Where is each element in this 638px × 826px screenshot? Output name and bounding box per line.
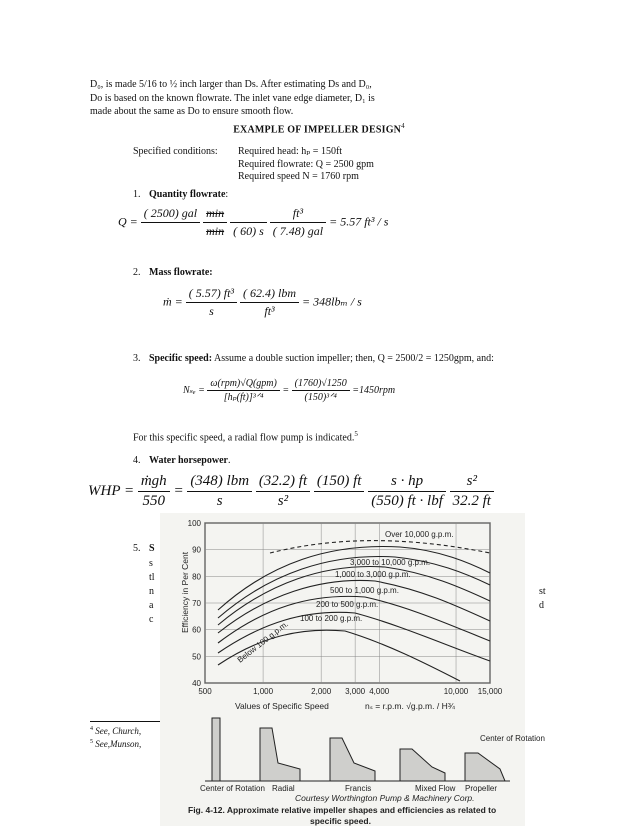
step-suffix: . [227, 455, 231, 466]
step-3-heading [133, 353, 494, 364]
eq-rhs: = 5.57 ft³ / s [329, 214, 389, 229]
shape-label: Center of Rotation [480, 734, 545, 743]
step-number: 1. [133, 189, 141, 200]
step-number: 5. [133, 543, 141, 554]
x-tick-label: 3,000 [345, 687, 366, 696]
footnote-rule [90, 721, 160, 722]
footnote-5: $^5$ See,Munson, [90, 739, 142, 749]
curve-label: 3,000 to 10,000 g.p.m. [350, 558, 431, 567]
curve-label: 100 to 200 g.p.m. [300, 614, 363, 623]
equation-quantity-flowrate [118, 206, 388, 239]
radial-note: For this specific speed, a radial flow pump is indicated.$^5$ [133, 430, 358, 444]
y-tick-label: 50 [192, 652, 201, 662]
eq-fraction: $\frac{(1760)√1250}{\text{(150)³ᐟ⁴}}$ [292, 378, 350, 403]
eq-fraction: ( 2500) gal [141, 206, 200, 239]
eq-fraction: ( 60) s [230, 206, 267, 239]
step-number: 4. [133, 455, 141, 466]
step-5-heading [133, 543, 155, 554]
x-axis-label: Values of Specific Speed [235, 701, 329, 711]
specified-row: Required speed N = 1760 rpm [238, 171, 359, 182]
eq-lhs: ṁ = [163, 294, 183, 309]
equation-water-horsepower: WHP = $\frac{\text{ṁgh}}{550}$ = $\frac{\text{(348) lbm}}{s}$ $\frac{(32.2) ft}{\text{s²}}$ (150) ft $\frac{s \cdot hp}{\text{(550) ft · lbf}}$ $\frac{\text{s²}}{32.2 ft}$ [88, 473, 494, 510]
shape-label: Radial [272, 784, 295, 793]
step-number: 3. [133, 353, 141, 364]
x-tick-label: 2,000 [311, 687, 332, 696]
eq-fraction: $\frac{\text{ω(rpm)√Q(gpm)}}{\text{[hₚ(ft)]³ᐟ⁴}}$ [207, 378, 279, 403]
section-title-text: EXAMPLE OF IMPELLER DESIGN [233, 124, 402, 136]
specific-speed-formula: nₛ = r.p.m. √g.p.m. / H¾ [365, 701, 455, 711]
step-label: Quantity flowrate [149, 189, 226, 200]
x-tick-label: 1,000 [253, 687, 274, 696]
step-label: Specific speed: [149, 353, 213, 364]
equation-specific-speed: Nₛₑ = $\frac{\text{ω(rpm)√Q(gpm)}}{\text{[hₚ(ft)]³ᐟ⁴}}$ = $\frac{(1760)√1250}{\text{(150)³ᐟ⁴}}$ =1450rpm [183, 378, 396, 403]
intro-line: Do is based on the known flowrate. The inlet vane edge diameter, D₁ is [90, 92, 375, 104]
x-tick-label: 15,000 [477, 687, 503, 696]
specified-values [238, 146, 374, 184]
shape-label: Center of Rotation [200, 784, 265, 793]
intro-line: made about the same as Do to ensure smooth flow. [90, 106, 294, 117]
shape-label: Mixed Flow [415, 784, 456, 793]
y-tick-label: 100 [187, 519, 201, 528]
y-axis-label: Efficiency in Per Cent [180, 551, 190, 633]
step-4-heading [133, 455, 230, 466]
eq-lhs: WHP = [88, 482, 135, 499]
x-tick-label: 500 [198, 687, 212, 696]
eq-fraction: $\frac{s \cdot hp}{\text{(550) ft · lbf}}$ [368, 473, 446, 510]
curve-label: Over 10,000 g.p.m. [385, 530, 454, 539]
eq-lhs: Q = [118, 214, 138, 229]
step-label: S [149, 543, 155, 554]
specified-label: Specified conditions: [133, 146, 218, 157]
eq-fraction: $\frac{\text{s²}}{32.2 ft}$ [450, 473, 494, 510]
eq-fraction: $\frac{\text{( 62.4) lbm}}{\text{ft³}}$ [240, 286, 299, 319]
step-5-partial-right: st d [539, 586, 546, 611]
step-number: 2. [133, 267, 141, 278]
eq-fraction: $\frac{\text{ṁgh}}{550}$ [138, 473, 170, 510]
section-title [0, 122, 638, 135]
step-label: Water horsepower [149, 455, 228, 466]
y-tick-label: 80 [192, 572, 201, 582]
footnote-4: $^4$ See, Church, [90, 726, 142, 736]
eq-lhs: Nₛₑ = [183, 384, 205, 396]
step-5-partial-text: s tl n a c [149, 558, 155, 625]
radial-footnote-ref: 5 [354, 430, 358, 438]
eq-rhs: =1450rpm [352, 384, 396, 396]
y-tick-label: 60 [192, 625, 201, 635]
shape-label: Francis [345, 784, 372, 793]
specified-row: Required head: hₚ = 150ft [238, 146, 343, 157]
y-tick-label: 90 [192, 545, 201, 555]
figure-courtesy: Courtesy Worthington Pump & Machinery Corp. [295, 793, 475, 803]
y-tick-label: 70 [192, 599, 201, 608]
curve-label: 500 to 1,000 g.p.m. [330, 586, 399, 595]
x-tick-label: 4,000 [369, 687, 390, 696]
curve-label: 200 to 500 g.p.m. [316, 600, 379, 609]
intro-line: D₀, is made 5/16 to ½ inch larger than Ds. After estimating Ds and D₀, [90, 79, 372, 90]
eq-fraction: (150) ft [314, 473, 365, 510]
equation-mass-flowrate [163, 286, 362, 319]
step-1-heading [133, 189, 228, 200]
eq-fraction: $\frac{\min}{\min}$ [203, 206, 227, 239]
eq-fraction: $\frac{\text{(348) lbm}}{s}$ [187, 473, 252, 510]
step-suffix: : [225, 189, 229, 200]
step-label: Mass flowrate: [149, 267, 213, 278]
curve-label: 1,000 to 3,000 g.p.m. [335, 570, 411, 579]
curve-label: Below 100 g.p.m. [235, 619, 290, 665]
eq-rhs: = 348lbₘ / s [302, 294, 362, 309]
x-tick-label: 10,000 [443, 687, 469, 696]
shape-label: Propeller [465, 784, 498, 793]
title-footnote-ref: 4 [401, 122, 405, 130]
eq-fraction: $\frac{(32.2) ft}{\text{s²}}$ [256, 473, 310, 510]
impeller-radial-hub [212, 718, 220, 781]
step-suffix: Assume a double suction impeller; then, Q = 2500/2 = 1250gpm, and: [212, 353, 494, 364]
specified-row: Required flowrate: Q = 2500 gpm [238, 158, 374, 170]
eq-fraction: $\frac{\text{ft³}}{\text{( 7.48) gal}}$ [270, 206, 326, 239]
y-tick-label: 40 [192, 679, 201, 688]
step-2-heading [133, 267, 213, 278]
figure-caption-line1: Fig. 4-12. Approximate relative impeller shapes and efficiencies as related to [188, 805, 497, 815]
eq-fraction: $\frac{\text{( 5.57) ft³}}{s}$ [186, 286, 237, 319]
figure-caption-line2: specific speed. [310, 816, 371, 826]
intro-paragraph [90, 78, 375, 119]
